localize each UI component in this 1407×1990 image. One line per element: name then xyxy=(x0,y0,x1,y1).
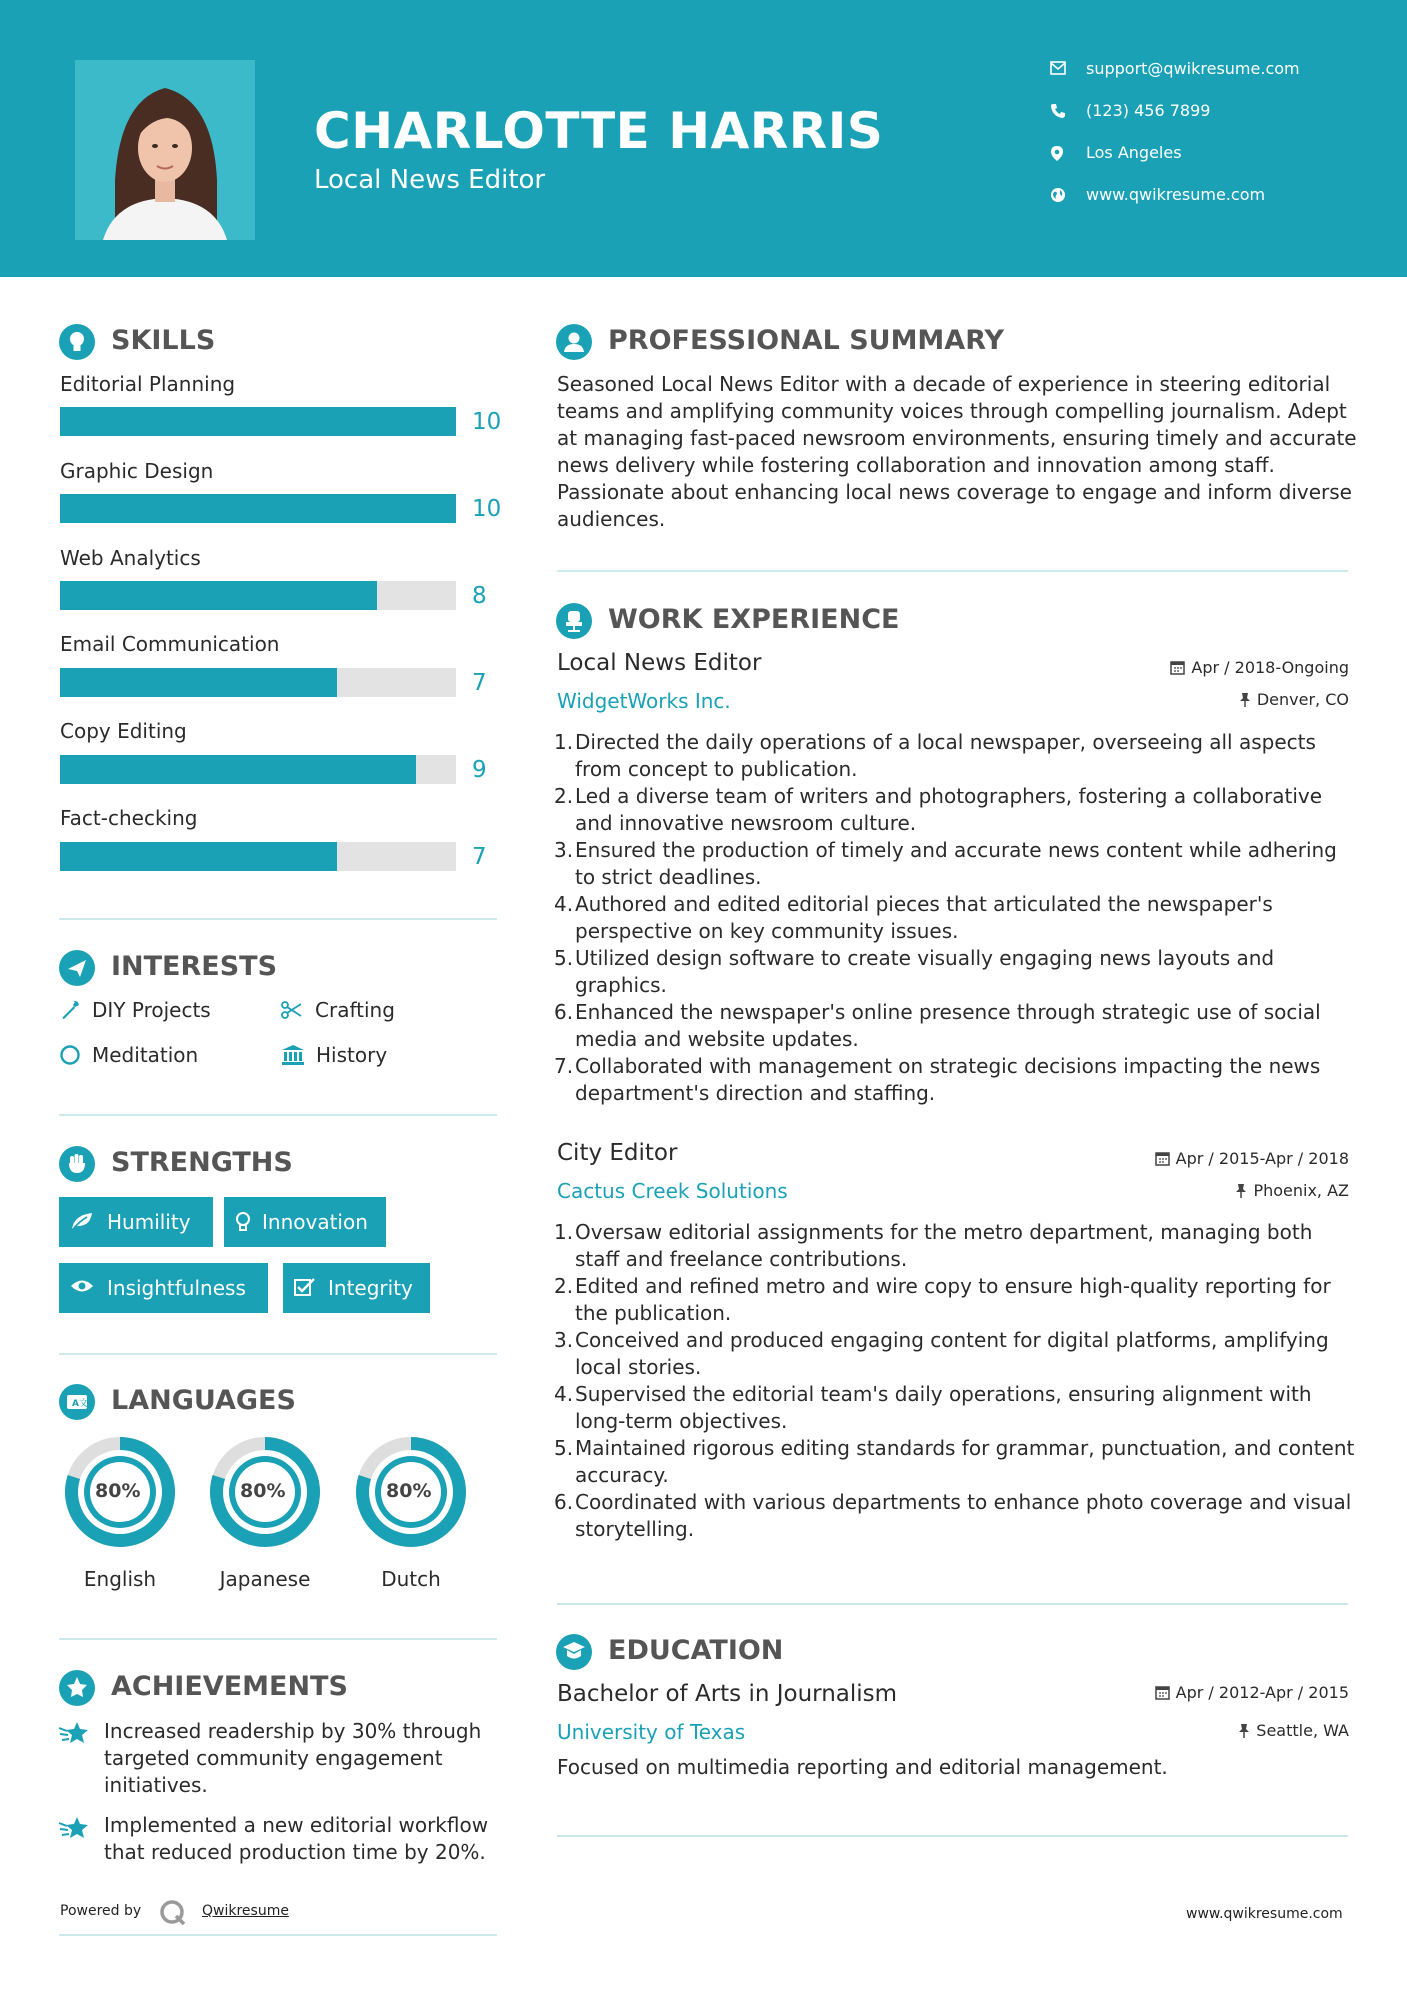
job-dates xyxy=(1155,1149,1349,1168)
skill-bar-fill xyxy=(60,407,456,436)
skill-value: 9 xyxy=(472,757,487,783)
contact-phone-text: (123) 456 7899 xyxy=(1086,101,1211,120)
lightbulb-icon xyxy=(235,1211,251,1233)
graduate-icon xyxy=(556,1634,592,1670)
strength-label: Innovation xyxy=(262,1210,368,1234)
education-heading: EDUCATION xyxy=(608,1635,784,1666)
section-divider xyxy=(59,1638,497,1640)
skill-label: Graphic Design xyxy=(60,459,214,483)
language-label: Japanese xyxy=(219,1567,311,1591)
skill-bar-fill xyxy=(60,494,456,523)
qwikresume-logo-icon xyxy=(158,1898,188,1926)
summary-heading: PROFESSIONAL SUMMARY xyxy=(608,325,1005,356)
job-location xyxy=(1235,1181,1349,1200)
skill-bar xyxy=(60,407,456,436)
user-icon xyxy=(556,324,592,360)
degree-title: Bachelor of Arts in Journalism xyxy=(557,1681,898,1707)
education-dates-text: Apr / 2012-Apr / 2015 xyxy=(1175,1683,1349,1702)
duty-item: 4. Authored and edited editorial pieces that articulated the newspaper's perspective on key community issues. xyxy=(554,892,1273,943)
circle-icon xyxy=(59,1044,81,1066)
strength-label: Integrity xyxy=(328,1276,413,1300)
resume-header xyxy=(0,0,1407,277)
skill-label: Web Analytics xyxy=(60,546,201,570)
lightbulb-icon xyxy=(59,324,95,360)
skill-label: Copy Editing xyxy=(60,719,187,743)
section-divider xyxy=(557,1603,1348,1605)
contact-location-text: Los Angeles xyxy=(1086,143,1182,162)
education-location-text: Seattle, WA xyxy=(1256,1721,1349,1740)
phone-icon xyxy=(1050,103,1066,119)
skill-bar-fill xyxy=(60,755,416,784)
envelope-icon xyxy=(1050,61,1066,75)
skill-label: Email Communication xyxy=(60,632,280,656)
section-divider xyxy=(557,1835,1348,1837)
globe-icon xyxy=(1050,187,1066,203)
duty-item: 6. Coordinated with various departments to enhance photo coverage and visual storytelling. xyxy=(554,1490,1352,1541)
skill-bar-fill xyxy=(60,668,337,697)
job-location xyxy=(1239,690,1349,709)
section-divider xyxy=(59,1934,497,1936)
skill-bar-fill xyxy=(60,842,337,871)
pushpin-icon xyxy=(1235,1183,1247,1198)
strength-tag xyxy=(283,1263,430,1313)
duty-text: Led a diverse team of writers and photographers, fostering a collaborative and innovative newsroom culture. xyxy=(575,784,1323,835)
wrench-icon xyxy=(59,999,81,1021)
education-description: Focused on multimedia reporting and editorial management. xyxy=(557,1755,1168,1779)
leaf-icon xyxy=(70,1211,94,1231)
contact-website-text: www.qwikresume.com xyxy=(1086,185,1266,204)
strength-label: Humility xyxy=(107,1210,191,1234)
skill-value: 7 xyxy=(472,670,487,696)
duty-text: Ensured the production of timely and accurate news content while adhering to strict deadlines. xyxy=(575,838,1337,889)
duty-text: Conceived and produced engaging content for digital platforms, amplifying local stories. xyxy=(575,1328,1329,1379)
fist-icon xyxy=(59,1146,95,1182)
interest-label: History xyxy=(316,1043,388,1067)
eye-icon xyxy=(70,1277,94,1295)
calendar-icon xyxy=(1155,1685,1170,1700)
job-location-text: Phoenix, AZ xyxy=(1253,1181,1349,1200)
interest-label: Crafting xyxy=(315,998,395,1022)
language-percent: 80% xyxy=(95,1480,141,1502)
duty-text: Authored and edited editorial pieces that articulated the newspaper's perspective on key community issues. xyxy=(575,892,1273,943)
skill-value: 10 xyxy=(472,496,502,522)
skill-value: 10 xyxy=(472,409,502,435)
skill-label: Fact-checking xyxy=(60,806,198,830)
language-label: Dutch xyxy=(381,1567,441,1591)
language-label: English xyxy=(83,1567,157,1591)
job-dates-text: Apr / 2015-Apr / 2018 xyxy=(1175,1149,1349,1168)
powered-by-label: Powered by xyxy=(60,1903,142,1919)
duty-item: 3. Conceived and produced engaging content for digital platforms, amplifying local stories. xyxy=(554,1328,1329,1379)
calendar-icon xyxy=(1155,1151,1170,1166)
duty-text: Collaborated with management on strategic decisions impacting the news department's direction and staffing. xyxy=(575,1054,1321,1105)
company-name: Cactus Creek Solutions xyxy=(557,1179,788,1203)
job-dates xyxy=(1170,658,1349,677)
paper-plane-icon xyxy=(59,950,95,986)
school-name: University of Texas xyxy=(557,1720,746,1744)
education-location xyxy=(1238,1721,1349,1740)
chair-icon xyxy=(556,603,592,639)
skill-bar xyxy=(60,842,456,871)
achievement-item: Implemented a new editorial workflow that reduced production time by 20%. xyxy=(104,1813,489,1864)
experience-heading: WORK EXPERIENCE xyxy=(608,604,900,635)
languages-heading: LANGUAGES xyxy=(111,1385,296,1416)
calendar-icon xyxy=(1170,660,1185,675)
skill-label: Editorial Planning xyxy=(60,372,236,396)
job-duties-list xyxy=(554,1219,1357,1543)
strength-tag xyxy=(59,1263,268,1313)
language-icon xyxy=(59,1384,95,1420)
duty-item: 4. Supervised the editorial team's daily operations, ensuring alignment with long-term objectives. xyxy=(554,1382,1312,1433)
duty-text: Maintained rigorous editing standards for grammar, punctuation, and content accuracy. xyxy=(575,1436,1355,1487)
interests-heading: INTERESTS xyxy=(111,951,278,982)
footer-url[interactable]: www.qwikresume.com xyxy=(1186,1906,1343,1922)
strength-tag xyxy=(59,1197,213,1247)
shooting-star-icon xyxy=(58,1720,90,1746)
duty-item: 6. Enhanced the newspaper's online presence through strategic use of social media and website updates. xyxy=(554,1000,1321,1051)
contact-email-text: support@qwikresume.com xyxy=(1086,59,1300,78)
checkbox-icon xyxy=(294,1277,316,1297)
achievement-item: Increased readership by 30% through targeted community engagement initiatives. xyxy=(104,1719,482,1797)
map-pin-icon xyxy=(1050,145,1064,162)
duty-item: 1. Directed the daily operations of a local newspaper, overseeing all aspects from concept to publication. xyxy=(554,730,1316,781)
job-title: Local News Editor xyxy=(557,650,762,676)
svg-text:A: A xyxy=(72,1399,79,1409)
star-badge-icon xyxy=(59,1670,95,1706)
section-divider xyxy=(59,1114,497,1116)
strength-tag xyxy=(224,1197,386,1247)
candidate-title: Local News Editor xyxy=(314,165,546,195)
duty-text: Utilized design software to create visually engaging news layouts and graphics. xyxy=(575,946,1275,997)
museum-icon xyxy=(281,1044,305,1066)
interest-label: DIY Projects xyxy=(92,998,211,1022)
skill-bar xyxy=(60,581,456,610)
duty-item: 5. Utilized design software to create visually engaging news layouts and graphics. xyxy=(554,946,1275,997)
duty-item: 7. Collaborated with management on strategic decisions impacting the news department's direction and staffing. xyxy=(554,1054,1321,1105)
skill-bar xyxy=(60,668,456,697)
scissors-icon xyxy=(281,999,303,1021)
duty-text: Directed the daily operations of a local newspaper, overseeing all aspects from concept to publication. xyxy=(575,730,1316,781)
duty-text: Edited and refined metro and wire copy to ensure high-quality reporting for the publication. xyxy=(575,1274,1331,1325)
skill-bar xyxy=(60,755,456,784)
job-title: City Editor xyxy=(557,1140,678,1166)
summary-text: Seasoned Local News Editor with a decade of experience in steering editorial teams and amplifying community voices through compelling journalism. Adept at managing fast-paced newsroom environments, ensuring timely and accurate news delivery while fostering collaboration and innovation among staff. Passionate about enhancing local news coverage to engage and inform diverse audiences. xyxy=(557,372,1357,531)
duty-text: Enhanced the newspaper's online presence through strategic use of social media and website updates. xyxy=(575,1000,1321,1051)
section-divider xyxy=(59,918,497,920)
duty-item: 5. Maintained rigorous editing standards for grammar, punctuation, and content accuracy. xyxy=(554,1436,1355,1487)
section-divider xyxy=(557,570,1348,572)
strength-label: Insightfulness xyxy=(107,1276,246,1300)
profile-photo xyxy=(75,60,255,240)
duty-item: 2. Led a diverse team of writers and photographers, fostering a collaborative and innovative newsroom culture. xyxy=(554,784,1323,835)
pushpin-icon xyxy=(1238,1723,1250,1738)
education-dates xyxy=(1155,1683,1349,1702)
shooting-star-icon xyxy=(58,1815,90,1841)
duty-text: Oversaw editorial assignments for the metro department, managing both staff and freelance contributions. xyxy=(575,1220,1313,1271)
pushpin-icon xyxy=(1239,692,1251,707)
job-location-text: Denver, CO xyxy=(1256,690,1349,709)
section-divider xyxy=(59,1353,497,1355)
interest-label: Meditation xyxy=(92,1043,199,1067)
skills-heading: SKILLS xyxy=(111,325,216,356)
skill-value: 7 xyxy=(472,844,487,870)
duty-text: Coordinated with various departments to enhance photo coverage and visual storytelling. xyxy=(575,1490,1352,1541)
duty-item: 2. Edited and refined metro and wire copy to ensure high-quality reporting for the publication. xyxy=(554,1274,1331,1325)
language-percent: 80% xyxy=(386,1480,432,1502)
skill-bar xyxy=(60,494,456,523)
svg-text:文: 文 xyxy=(79,1399,89,1409)
skill-value: 8 xyxy=(472,583,487,609)
job-dates-text: Apr / 2018-Ongoing xyxy=(1191,658,1349,677)
brand-link[interactable]: Qwikresume xyxy=(202,1903,289,1919)
skill-bar-fill xyxy=(60,581,377,610)
job-duties-list xyxy=(554,729,1357,1107)
candidate-name: CHARLOTTE HARRIS xyxy=(314,102,884,160)
company-name: WidgetWorks Inc. xyxy=(557,689,731,713)
language-percent: 80% xyxy=(240,1480,286,1502)
achievements-heading: ACHIEVEMENTS xyxy=(111,1671,348,1702)
strengths-heading: STRENGTHS xyxy=(111,1147,293,1178)
duty-item: 1. Oversaw editorial assignments for the metro department, managing both staff and freelance contributions. xyxy=(554,1220,1313,1271)
duty-item: 3. Ensured the production of timely and accurate news content while adhering to strict deadlines. xyxy=(554,838,1337,889)
duty-text: Supervised the editorial team's daily operations, ensuring alignment with long-term objectives. xyxy=(575,1382,1312,1433)
